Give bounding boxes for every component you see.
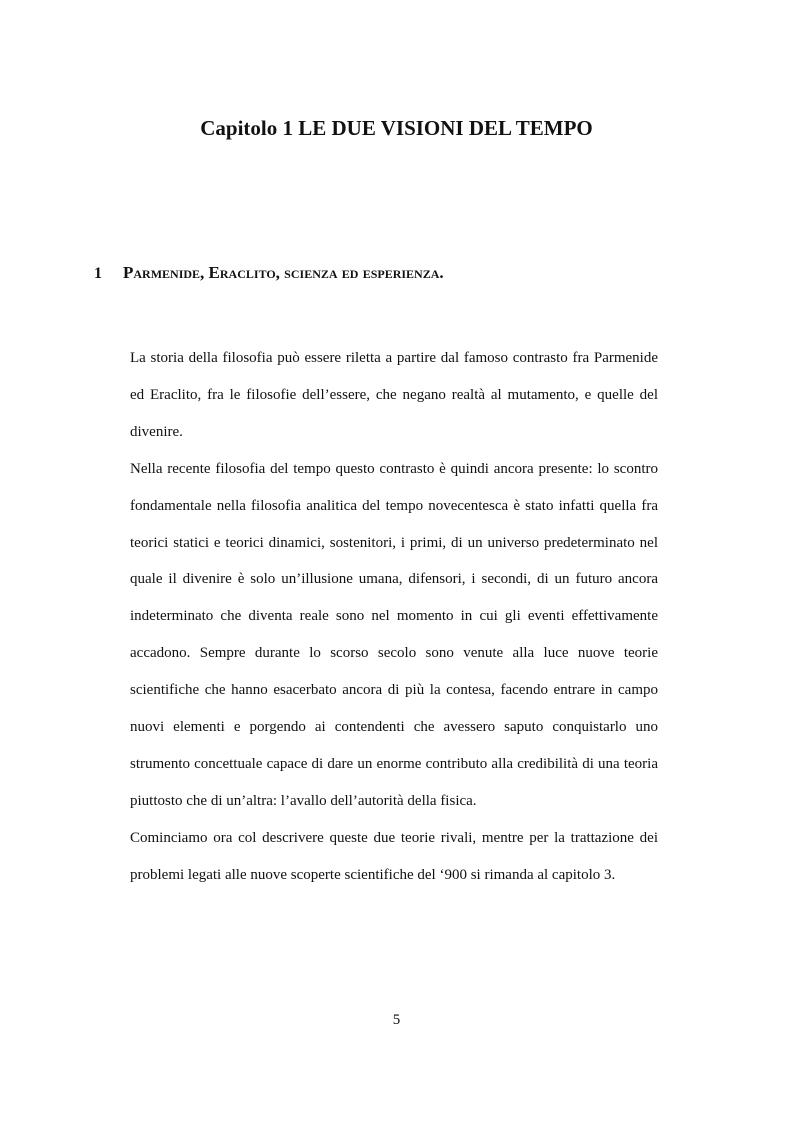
section-title: Parmenide, Eraclito, scienza ed esperienza. <box>123 263 444 282</box>
paragraph-2: Nella recente filosofia del tempo questo contrasto è quindi ancora presente: lo scontro fondamentale nella filosofia analitica del tempo novecentesca è stato infatti quella fra teorici statici e teorici dinamici, sostenitori, i primi, di un universo predeterminato nel quale il divenire è solo un’illusione umana, difensori, i secondi, di un futuro ancora indeterminato che diventa reale sono nel momento in cui gli eventi effettivamente accadono. Sempre durante lo scorso secolo sono venute alla luce nuove teorie scientifiche che hanno esacerbato ancora di più la contesa, facendo entrare in campo nuovi elementi e porgendo ai contendenti che avessero saputo conquistarlo uno strumento concettuale capace di dare un enorme contributo alla credibilità di una teoria piuttosto che di un’altra: l’avallo dell’autorità della fisica. <box>130 460 658 809</box>
page-number: 5 <box>392 1012 401 1028</box>
paragraph-3: Cominciamo ora col descrivere queste due teorie rivali, mentre per la trattazione dei problemi legati alle nuove scoperte scientifiche del ‘900 si rimanda al capitolo 3. <box>130 829 658 883</box>
section-heading <box>94 261 694 286</box>
section-number: 1 <box>94 265 102 282</box>
paragraph-1: La storia della filosofia può essere riletta a partire dal famoso contrasto fra Parmenide ed Eraclito, fra le filosofie dell’essere, che negano realtà al mutamento, e quelle del divenire. <box>130 350 658 440</box>
chapter-title: Capitolo 1 LE DUE VISIONI DEL TEMPO <box>200 116 593 140</box>
body-text <box>130 340 658 894</box>
